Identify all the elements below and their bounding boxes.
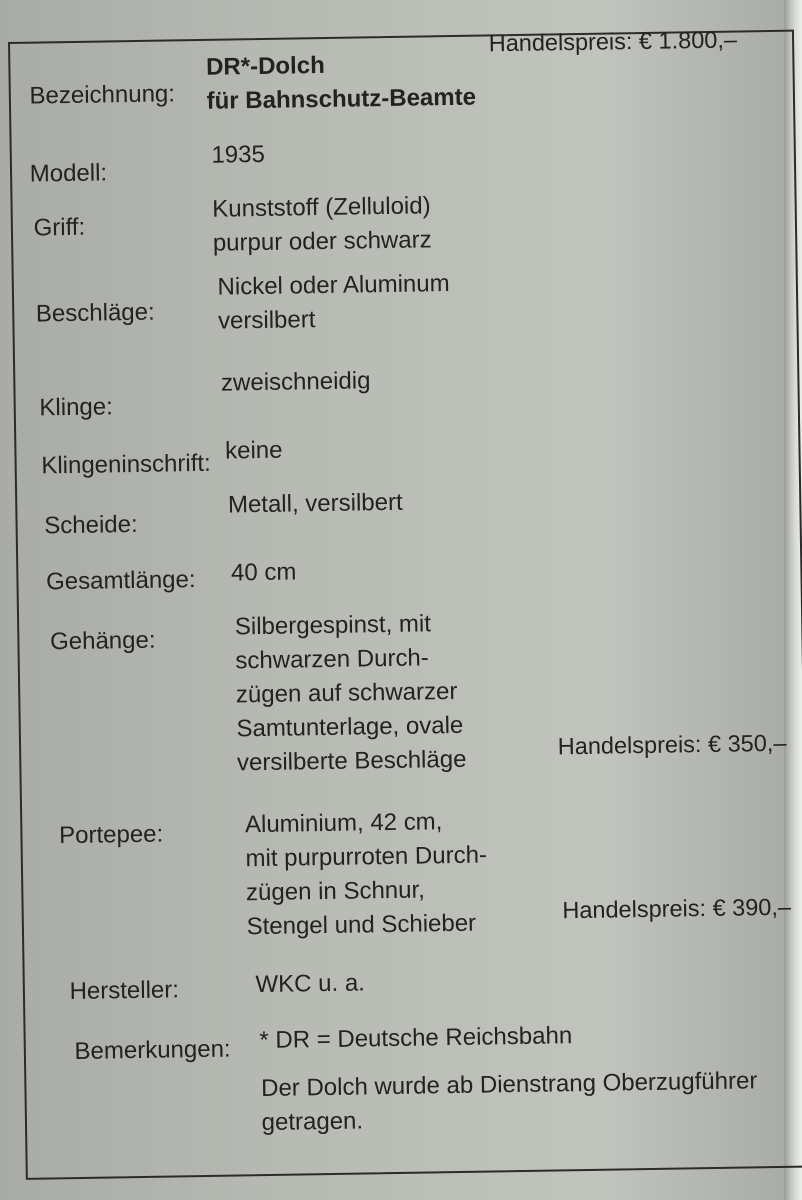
value-griff (212, 189, 432, 260)
value-portepee (245, 804, 489, 944)
value-beschlaege (217, 267, 450, 339)
value-line: Metall, versilbert (227, 488, 403, 519)
note-line: getragen. (261, 1107, 364, 1137)
portepee-price: Handelspreis: € 390,– (562, 893, 792, 924)
value-line: versilberte Beschläge (236, 745, 467, 777)
value-line: keine (224, 436, 283, 465)
value-hersteller (255, 966, 365, 1002)
value-gehaenge (235, 607, 467, 781)
label-hersteller: Hersteller: (69, 976, 180, 1006)
value-line: * DR = Deutsche Reichsbahn (259, 1022, 573, 1055)
gehaenge-price: Handelspreis: € 350,– (557, 729, 787, 760)
label-bezeichnung: Bezeichnung: (29, 80, 176, 110)
value-line: Stengel und Schieber (246, 909, 477, 941)
value-line: zweischneidig (220, 367, 371, 397)
label-beschlaege: Beschläge: (35, 298, 155, 328)
value-line: DR*-Dolch (205, 51, 325, 81)
value-line: Silbergespinst, mit (234, 610, 432, 641)
label-griff: Griff: (33, 213, 86, 242)
label-scheide: Scheide: (44, 510, 138, 540)
value-gesamtlaenge (231, 555, 297, 590)
label-modell: Modell: (29, 159, 108, 188)
value-klingeninschrift (225, 434, 283, 469)
main-price: Handelspreis: € 1.800,– (488, 26, 738, 57)
value-line: zügen auf schwarzer (235, 677, 458, 709)
label-gesamtlaenge: Gesamtlänge: (45, 566, 196, 596)
label-portepee: Portepee: (58, 820, 164, 850)
value-line: purpur oder schwarz (212, 226, 432, 257)
value-line: zügen in Schnur, (245, 876, 426, 907)
value-modell (211, 138, 265, 173)
value-bezeichnung (206, 47, 476, 119)
value-line: Aluminium, 42 cm, (244, 808, 443, 839)
value-line: 1935 (211, 140, 266, 169)
value-line: für Bahnschutz-Beamte (206, 83, 477, 115)
value-bemerkungen (259, 1019, 572, 1058)
value-line: 40 cm (230, 558, 297, 587)
note-line: Der Dolch wurde ab Dienstrang Oberzugführer (260, 1067, 758, 1103)
label-gehaenge: Gehänge: (49, 626, 156, 656)
value-line: Samtunterlage, ovale (236, 711, 464, 743)
label-klingeninschrift: Klingeninschrift: (41, 449, 211, 480)
label-bemerkungen: Bemerkungen: (74, 1035, 231, 1065)
label-klinge: Klinge: (39, 393, 114, 422)
value-line: mit purpurroten Durch- (245, 841, 488, 873)
value-line: versilbert (217, 306, 316, 335)
value-scheide (228, 486, 403, 523)
value-line: schwarzen Durch- (235, 644, 430, 675)
note-bemerkungen (261, 1064, 758, 1140)
value-line: Nickel oder Aluminum (217, 269, 450, 301)
value-line: Kunststoff (Zelluloid) (212, 192, 431, 223)
value-klinge (221, 364, 371, 400)
value-line: WKC u. a. (255, 969, 366, 999)
